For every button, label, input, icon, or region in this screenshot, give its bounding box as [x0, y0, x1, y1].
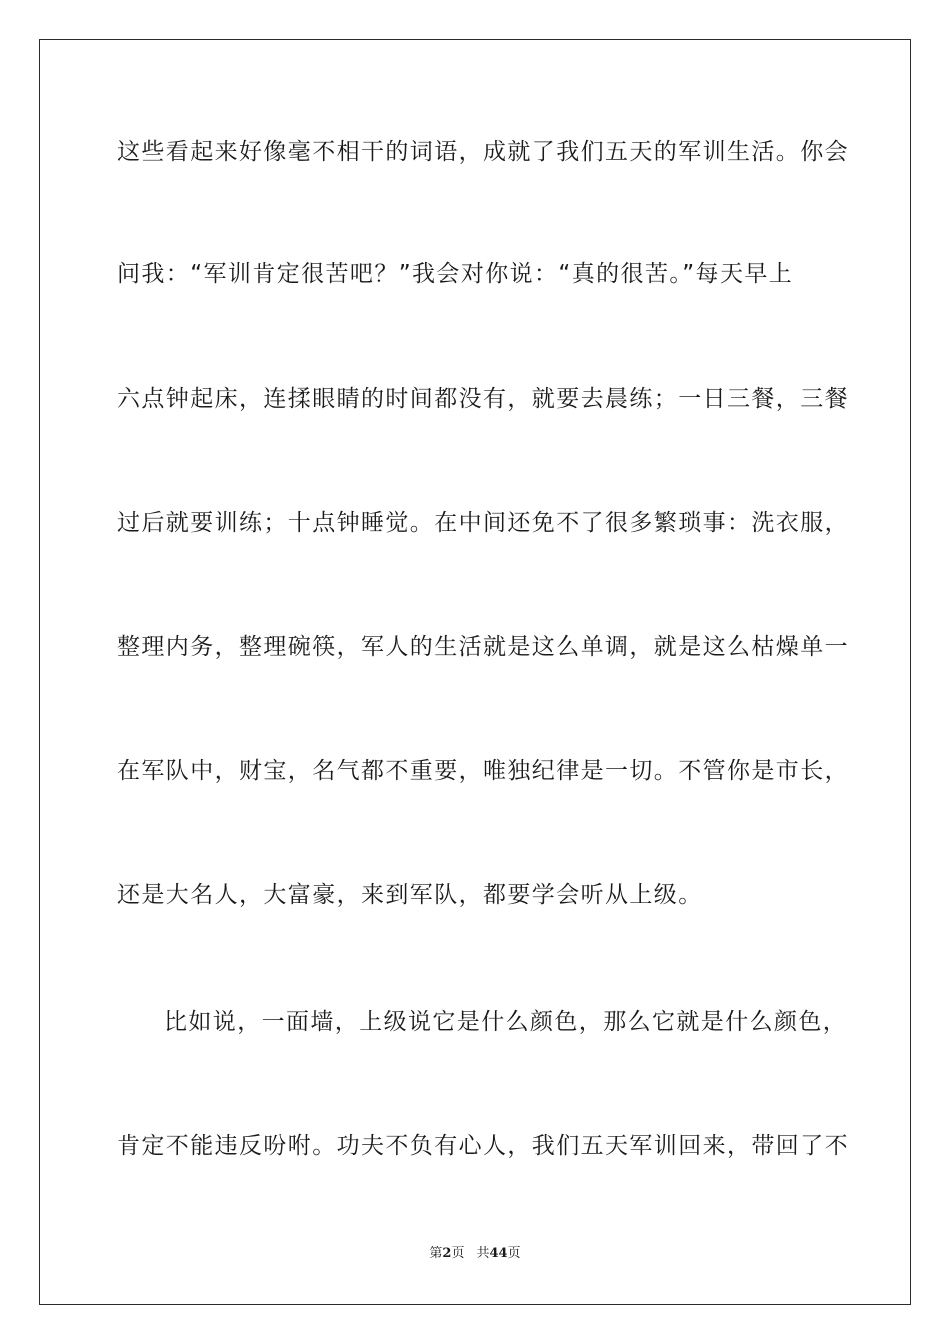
text-line-2: 问我：“军训肯定很苦吧？”我会对你说：“真的很苦。”每天早上 [117, 261, 794, 287]
text-line-1: 这些看起来好像毫不相干的词语，成就了我们五天的军训生活。你会 [117, 139, 849, 165]
text-line-8: 比如说，一面墙，上级说它是什么颜色，那么它就是什么颜色， [164, 1009, 848, 1035]
page-label-suffix: 页 [451, 1246, 465, 1261]
total-pages: 44 [489, 1246, 508, 1261]
text-line-5: 整理内务，整理碗筷，军人的生活就是这么单调，就是这么枯燥单一 [117, 634, 849, 660]
page-number: 2 [442, 1246, 452, 1261]
page-footer [0, 1245, 950, 1263]
text-line-3: 六点钟起床，连揉眼睛的时间都没有，就要去晨练；一日三餐，三餐 [117, 386, 849, 412]
page-label-prefix: 第 [429, 1246, 443, 1261]
text-line-7: 还是大名人，大富豪，来到军队，都要学会听从上级。 [117, 882, 703, 908]
text-line-9: 肯定不能违反吩咐。功夫不负有心人，我们五天军训回来，带回了不 [117, 1133, 849, 1159]
page-border [39, 39, 911, 1305]
text-line-4: 过后就要训练；十点钟睡觉。在中间还免不了很多繁琐事：洗衣服， [117, 510, 849, 536]
text-line-6: 在军队中，财宝，名气都不重要，唯独纪律是一切。不管你是市长， [117, 758, 849, 784]
total-label-suffix: 页 [507, 1246, 521, 1261]
total-label-prefix: 共 [476, 1246, 490, 1261]
